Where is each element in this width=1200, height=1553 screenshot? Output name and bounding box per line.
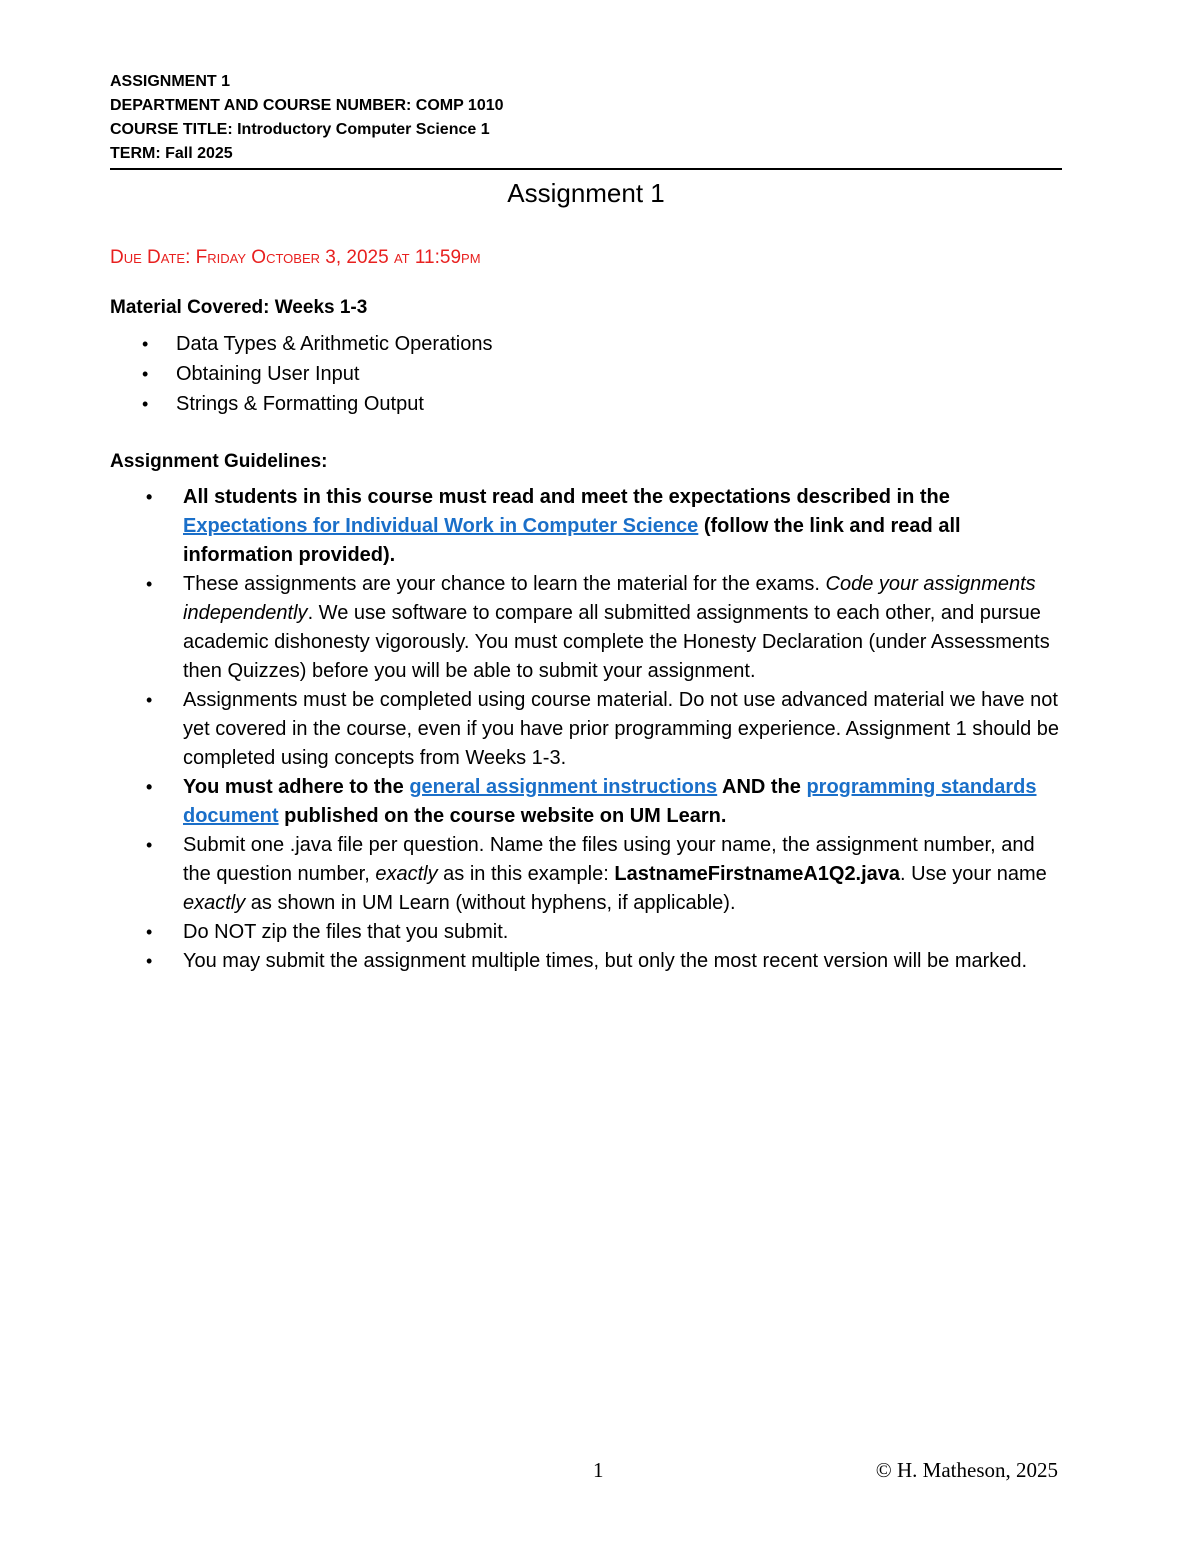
page-title: Assignment 1 [507, 178, 665, 208]
document-page [110, 70, 1062, 976]
list-item [110, 359, 1062, 389]
guideline-text: published on the course website on UM Learn. [278, 805, 727, 827]
header-assignment: ASSIGNMENT 1 [110, 73, 231, 90]
bullet-icon: • [142, 364, 149, 384]
guideline-text: All students in this course must read and meet the expectations described in the [183, 486, 950, 508]
guideline-text: Do NOT zip the files that you submit. [183, 921, 509, 943]
bullet-icon: • [142, 334, 149, 354]
guideline-emphasis: Code your assignments independently [183, 573, 1036, 624]
bullet-icon: • [146, 922, 153, 942]
list-item [110, 483, 1062, 570]
guideline-text: . We use software to compare all submitted assignments to each other, and pursue academic dishonesty vigorously. You must complete the Honesty Declaration (under Assessments then Quizzes) before you will be able to submit your assignment. [183, 602, 1050, 682]
guideline-emphasis: exactly [183, 892, 246, 914]
document-header [110, 70, 1062, 170]
expectations-link[interactable]: Expectations for Individual Work in Computer Science [183, 515, 699, 537]
guidelines-heading: Assignment Guidelines: [110, 451, 328, 472]
page-number: 1 [593, 1458, 604, 1482]
list-item [110, 947, 1062, 976]
header-course-title: COURSE TITLE: Introductory Computer Science 1 [110, 121, 490, 138]
guideline-text: Assignments must be completed using course material. Do not use advanced material we have not yet covered in the course, even if you have prior programming experience. Assignment 1 should be completed using concepts from Weeks 1-3. [183, 689, 1060, 769]
guideline-text: . Use your name [900, 863, 1047, 885]
guideline-text: You must adhere to the [183, 776, 410, 798]
header-term: TERM: Fall 2025 [110, 145, 233, 162]
copyright-notice: © H. Matheson, 2025 [875, 1458, 1058, 1482]
topic-text: Obtaining User Input [176, 363, 360, 385]
guideline-text: These assignments are your chance to learn the material for the exams. [183, 573, 826, 595]
bullet-icon: • [142, 394, 149, 414]
bullet-icon: • [146, 690, 153, 710]
example-filename: LastnameFirstnameA1Q2.java [614, 863, 901, 885]
guidelines-list [110, 483, 1062, 976]
programming-standards-link[interactable]: programming standards document [183, 776, 1037, 827]
guideline-text: Submit one .java file per question. Name the files using your name, the assignment number, and the question number, [183, 834, 1035, 885]
guideline-text: as in this example: [437, 863, 615, 885]
bullet-icon: • [146, 777, 153, 797]
bullet-icon: • [146, 574, 153, 594]
bullet-icon: • [146, 951, 153, 971]
list-item [110, 329, 1062, 359]
guideline-text: (follow the link and read all information provided). [183, 515, 961, 566]
list-item [110, 570, 1062, 686]
header-rule [110, 168, 1062, 170]
list-item [110, 831, 1062, 918]
bullet-icon: • [146, 835, 153, 855]
list-item [110, 686, 1062, 773]
list-item [110, 389, 1062, 419]
header-course-number: DEPARTMENT AND COURSE NUMBER: COMP 1010 [110, 97, 504, 114]
bullet-icon: • [146, 487, 153, 507]
topic-text: Data Types & Arithmetic Operations [176, 333, 493, 355]
material-heading: Material Covered: Weeks 1-3 [110, 297, 368, 318]
list-item [110, 918, 1062, 947]
guideline-text: as shown in UM Learn (without hyphens, if applicable). [245, 892, 736, 914]
guideline-text: You may submit the assignment multiple times, but only the most recent version will be marked. [183, 950, 1028, 972]
list-item [110, 773, 1062, 831]
guideline-text: AND the [717, 776, 807, 798]
due-date: Due Date: Friday October 3, 2025 at 11:59pm [110, 247, 481, 268]
topic-list [110, 329, 1062, 419]
general-instructions-link[interactable]: general assignment instructions [409, 776, 718, 798]
topic-text: Strings & Formatting Output [176, 393, 424, 415]
guideline-emphasis: exactly [375, 863, 438, 885]
